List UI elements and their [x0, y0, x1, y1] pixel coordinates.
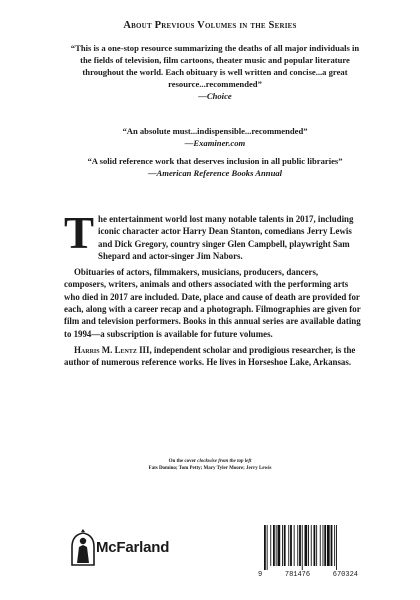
- barcode-bars: [258, 525, 358, 570]
- author-name: Harris M. Lentz III: [74, 344, 150, 355]
- author-bio: [64, 344, 362, 369]
- barcode-digits: [258, 571, 358, 579]
- cover-lead-italic: clockwise from the top left: [197, 459, 252, 464]
- barcode-digit-group-2: 670324: [332, 571, 358, 579]
- description-paragraph-1: [64, 208, 362, 262]
- review-quote-examiner: [70, 125, 360, 149]
- quote-source: —Examiner.com: [184, 138, 246, 148]
- author-bio-text: , independent scholar and prodigious researcher, is the author of numerous reference works. He lives in Horseshoe Lake, Arkansas.: [64, 344, 356, 368]
- description-paragraph-2: Obituaries of actors, filmmakers, musicians, producers, dancers, composers, writers, animals and others associated with the performing arts who died in 2017 are included. Date, place and cause of death are provided for each, along with a career recap and a photograph. Filmographies are given for film and television performers. Books in this annual series are available dating to 1994—a subscription is available for future volumes.: [64, 267, 361, 339]
- cover-credits: [0, 458, 420, 472]
- isbn-barcode: [258, 525, 358, 581]
- cover-credits-names: Fats Domino; Tom Petty; Mary Tyler Moore; Jerry Lewis: [148, 466, 272, 471]
- quote-text: “A solid reference work that deserves inclusion in all public libraries”: [87, 156, 343, 166]
- quote-source: —Choice: [198, 91, 232, 101]
- barcode-digit-prefix: 9: [258, 571, 263, 579]
- quote-text: “An absolute must...indispensible...recommended”: [122, 126, 308, 136]
- mcfarland-emblem-icon: [68, 527, 98, 567]
- previous-volumes-heading: About Previous Volumes in the Series: [123, 20, 297, 31]
- cover-lead-text: On the cover: [168, 459, 198, 464]
- quote-source: —American Reference Books Annual: [147, 168, 283, 178]
- paragraph-1-text: he entertainment world lost many notable talents in 2017, including iconic character actor Harry Dean Stanton, comedians Jerry Lewis and Dick Gregory, country singer Glen Campbell, playwright Sam Shepard and actor-singer Jim Nabors.: [98, 214, 354, 261]
- review-quote-arba: [70, 155, 360, 179]
- publisher-logo: [68, 527, 208, 567]
- book-description: [64, 208, 362, 373]
- quote-text: “This is a one-stop resource summarizing the deaths of all major individuals in the fields of television, film cartoons, theater music and popular literature throughout the world. Each obituary is well written and concise...a great resource...recommended”: [70, 43, 360, 89]
- barcode-digit-group-1: 781476: [284, 571, 311, 579]
- publisher-name: McFarland: [96, 539, 170, 556]
- review-quote-choice: [70, 42, 360, 102]
- cover-credits-lead: [0, 458, 420, 465]
- drop-cap: T: [64, 208, 95, 258]
